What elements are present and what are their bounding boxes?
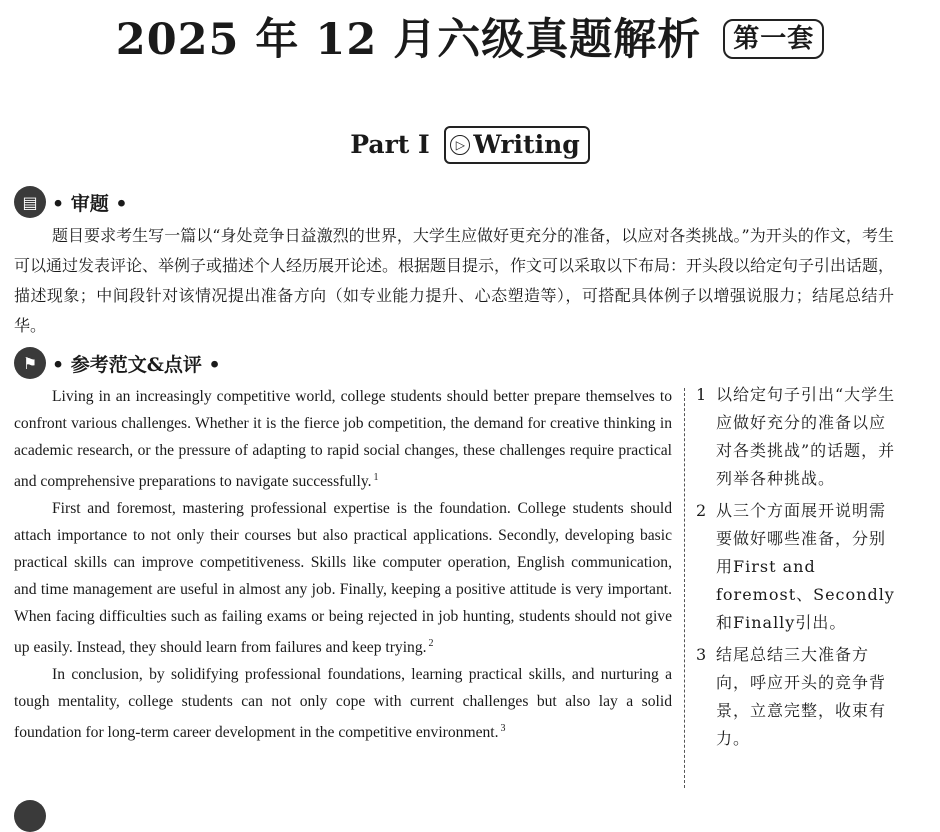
part-label: Part I	[350, 130, 430, 159]
document-icon: ▤	[14, 186, 46, 218]
part-name-badge	[444, 126, 589, 164]
note-item	[696, 497, 896, 637]
part-name: Writing	[473, 130, 580, 159]
note-item	[696, 641, 896, 753]
footnote-ref: 2	[428, 638, 434, 650]
arrow-right-icon: ▷	[450, 135, 470, 155]
essay-paragraph: First and foremost, mastering professional expertise is the foundation. College students should attach importance to not only their courses but also practical applications. Secondly, developing basic practical skills can improve competitiveness. Skills like computer operation, English communication, and time management are useful in almost any job. Finally, keeping a positive attitude is very important. When facing difficulties such as failing exams or being rejected in job hunting, students should not give up easily. Instead, they should learn from failures and keep trying. $^2$	[14, 500, 672, 657]
sample-section-heading	[14, 345, 221, 381]
column-divider	[684, 388, 685, 788]
footnote-ref: 1	[373, 472, 379, 483]
note-number: 2	[696, 501, 707, 520]
note-number: 3	[696, 645, 707, 664]
sample-heading-text: • 参考范文&点评 •	[52, 353, 221, 376]
footnote-ref: 3	[500, 723, 506, 735]
page-title	[0, 10, 940, 70]
title-text: 2025 年 12 月六级真题解析	[115, 15, 702, 65]
commentary-notes	[696, 381, 896, 757]
review-paragraph: 题目要求考生写一篇以“身处竞争日益激烈的世界，大学生应做好更充分的准备，以应对各类挑战。”为开头的作文，考生可以通过发表评论、举例子或描述个人经历展开论述。根据题目提示，作文可以采取以下布局：开头段以给定句子引出话题，描述现象；中间段针对该情况提出准备方向（如专业能力提升、心态塑造等），可搭配具体例子以增强说服力；结尾总结升华。	[14, 226, 895, 335]
note-text: 结尾总结三大准备方向，呼应开头的竞争背景，立意完整，收束有力。	[716, 645, 887, 748]
next-section-icon	[14, 800, 46, 832]
review-section-heading	[14, 184, 128, 220]
part-heading	[0, 126, 940, 164]
essay-paragraph: In conclusion, by solidifying professional foundations, learning practical skills, and nurturing a tough mentality, college students can not only cope with current challenges but also lay a solid foundation for long-term career development in the competitive environment. $^3$	[14, 666, 672, 742]
note-text: 以给定句子引出“大学生应做好充分的准备以应对各类挑战”的话题，并列举各种挑战。	[716, 385, 896, 488]
set-badge: 第一套	[723, 19, 824, 59]
essay-paragraph: Living in an increasingly competitive world, college students should better prepare themselves to confront various challenges. Whether it is the fierce job competition, the demand for creative thinking in academic research, or the pressure of adapting to rapid social changes, these challenges require practical and comprehensive preparations to navigate successfully. $^1$	[14, 388, 672, 491]
sample-essay	[14, 383, 672, 747]
note-item	[696, 381, 896, 493]
note-number: 1	[696, 385, 707, 404]
review-heading-text: • 审题 •	[52, 192, 128, 215]
flag-icon: ⚑	[14, 347, 46, 379]
note-text: 从三个方面展开说明需要做好哪些准备，分别用First and foremost、Secondly和Finally引出。	[716, 501, 895, 632]
